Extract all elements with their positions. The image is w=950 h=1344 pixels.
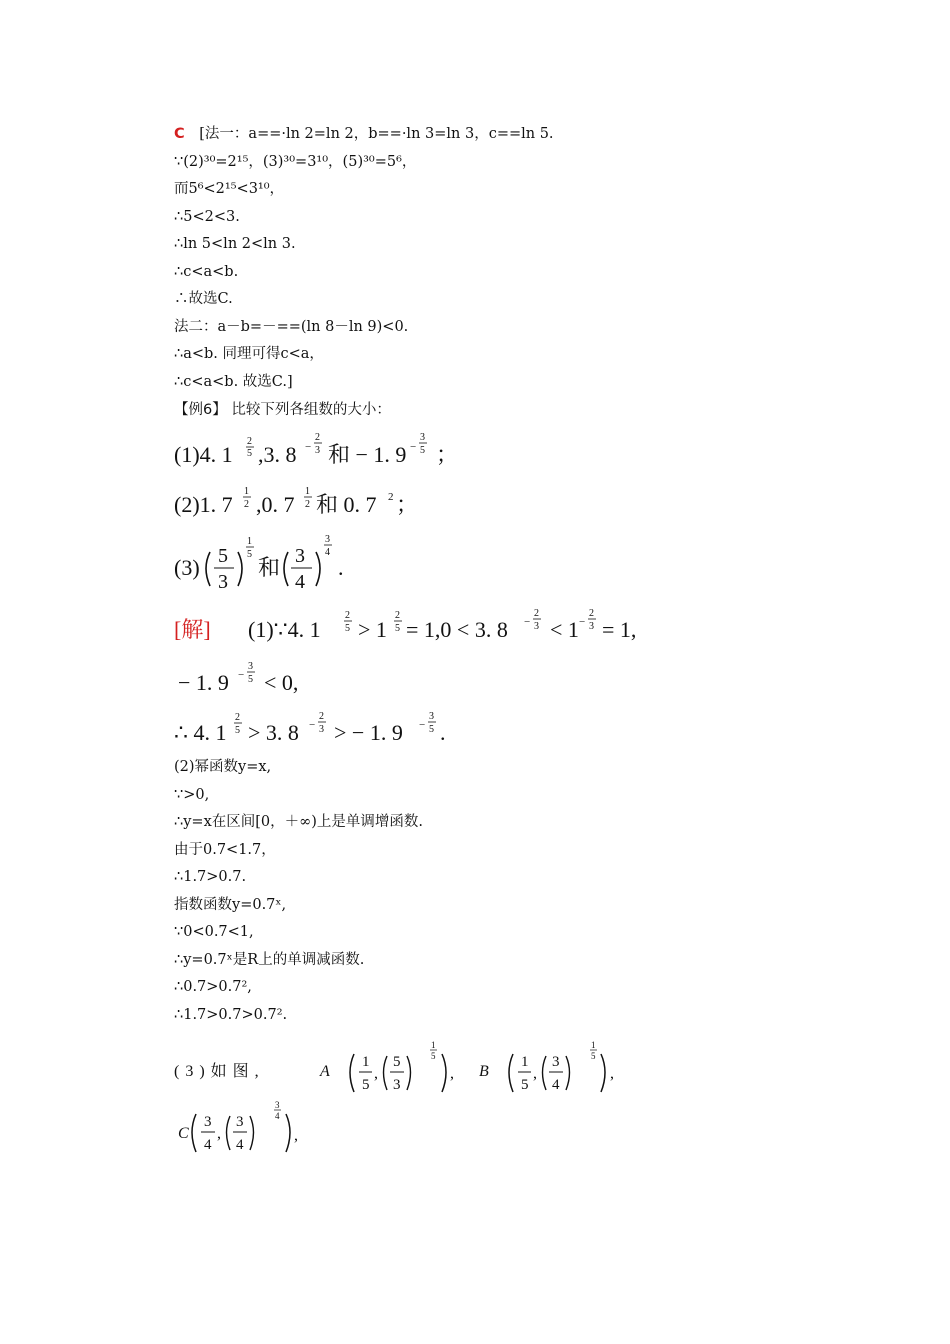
answer-line-6: ∴c<a<b. [174,264,239,280]
svg-text:3: 3 [429,711,434,722]
svg-text:,3. 8: ,3. 8 [258,442,297,467]
svg-text:5: 5 [362,1077,370,1093]
answer-line-3: 而5⁶<2¹⁵<3¹⁰， [174,181,285,197]
svg-text:3: 3 [552,1054,560,1070]
svg-text:−: − [305,441,312,453]
svg-text:5: 5 [235,725,240,736]
svg-text:2: 2 [388,491,394,503]
answer-line-7: ∴故选C. [174,291,233,307]
svg-text:1: 1 [591,1040,596,1050]
svg-text:4: 4 [325,547,330,558]
svg-text:3: 3 [319,724,324,735]
answer-line-5: ∴ln 5<ln 2<ln 3. [174,236,296,252]
solution-part1-line2 [174,658,334,702]
solution-part2-line-5: ∴1.7>0.7. [174,869,247,885]
svg-text:2: 2 [345,610,350,621]
solution-part2-line-10: ∴1.7>0.7>0.7². [174,1007,288,1023]
svg-text:4: 4 [236,1137,244,1153]
svg-text:5: 5 [591,1051,596,1061]
solution-part2-line-7: ∵0<0.7<1, [174,924,254,940]
answer-line-1 [174,124,554,144]
solution-part1-line3 [174,708,474,752]
example-title: 【例6】 比较下列各组数的大小： [174,402,391,418]
svg-text:3: 3 [534,621,539,632]
svg-text:4: 4 [275,1111,280,1121]
svg-text:−: − [410,441,417,453]
solution-part2-line-3: ∴y=x在区间[0，＋∞)上是单调增函数. [174,814,423,830]
solution-part3-line1 [174,1040,634,1106]
svg-text:(2)1. 7: (2)1. 7 [174,492,233,517]
answer-line-4: ∴5<2<3. [174,209,240,225]
svg-text:3: 3 [275,1100,280,1110]
svg-text:2: 2 [534,608,539,619]
svg-text:− 1. 9: − 1. 9 [178,670,229,695]
svg-text:,: , [217,1125,221,1142]
example-item-1 [174,428,474,476]
svg-text:C: C [178,1125,189,1142]
svg-text:3: 3 [236,1114,244,1130]
svg-text:,: , [450,1065,454,1082]
svg-text:和: 和 [258,555,281,580]
svg-text:和 0. 7: 和 0. 7 [316,492,377,517]
svg-text:−: − [419,719,426,731]
svg-text:(1)∵4. 1: (1)∵4. 1 [248,617,321,642]
svg-text:2: 2 [315,432,320,443]
svg-text:,: , [533,1065,537,1082]
svg-text:(3): (3) [174,555,200,580]
solution-part1-line1 [174,605,674,653]
svg-text:1: 1 [244,486,249,497]
svg-text:1: 1 [305,486,310,497]
svg-text:2: 2 [235,712,240,723]
svg-text:1: 1 [362,1054,370,1070]
svg-text:3: 3 [325,534,330,545]
svg-text:5: 5 [431,1051,436,1061]
svg-text:A: A [320,1063,330,1080]
svg-text:< 1: < 1 [550,617,579,642]
svg-text:2: 2 [305,499,310,510]
svg-text:2: 2 [589,608,594,619]
solution-part2-line-4: 由于0.7<1.7， [174,842,276,858]
answer-letter: C [174,126,185,142]
svg-text:5: 5 [247,549,252,560]
svg-text:5: 5 [420,445,425,456]
svg-text:；: ； [436,442,459,467]
solution-label: [解] [174,617,211,642]
svg-text:= 1,: = 1, [602,617,637,642]
example-item-3 [174,530,394,600]
svg-text:−: − [579,616,586,628]
svg-text:3: 3 [393,1077,401,1093]
answer-line-9: ∴a<b. 同理可得c<a， [174,346,324,362]
svg-text:4: 4 [552,1077,560,1093]
svg-text:−: − [524,616,531,628]
solution-part2-line-1: (2)幂函数y=x, [174,759,272,775]
answer-line-10: ∴c<a<b. 故选C.] [174,374,293,390]
solution-part2-line-6: 指数函数y=0.7ˣ, [174,897,287,913]
svg-text:2: 2 [244,499,249,510]
svg-text:5: 5 [345,623,350,634]
svg-text:> 3. 8: > 3. 8 [248,720,299,745]
svg-text:5: 5 [393,1054,401,1070]
svg-text:3: 3 [248,661,253,672]
example-item-2 [174,482,434,526]
svg-text:,0. 7: ,0. 7 [256,492,295,517]
svg-text:5: 5 [247,448,252,459]
svg-text:3: 3 [589,621,594,632]
svg-text:> − 1. 9: > − 1. 9 [334,720,403,745]
svg-text:,: , [374,1065,378,1082]
svg-text:(1)4. 1: (1)4. 1 [174,442,233,467]
svg-text:,: , [610,1065,614,1082]
svg-text:3: 3 [420,432,425,443]
svg-text:5: 5 [218,545,228,567]
svg-text:∴ 4. 1: ∴ 4. 1 [174,720,227,745]
svg-text:3: 3 [295,545,305,567]
svg-text:3: 3 [204,1114,212,1130]
svg-text:5: 5 [395,623,400,634]
svg-text:−: − [238,669,245,681]
answer-line-2: ∵(2)³⁰=2¹⁵，(3)³⁰=3¹⁰，(5)³⁰=5⁶， [174,154,417,170]
solution-part2-line-9: ∴0.7>0.7², [174,979,252,995]
svg-text:= 1,0 < 3. 8: = 1,0 < 3. 8 [406,617,508,642]
svg-text:.: . [440,720,446,745]
svg-text:1: 1 [431,1040,436,1050]
answer-text: [法一：a==·ln 2=ln 2，b==·ln 3=ln 3，c==ln 5. [199,126,554,142]
svg-text:4: 4 [295,571,305,593]
solution-part2-line-8: ∴y=0.7ˣ是R上的单调减函数. [174,952,365,968]
answer-line-8: 法二：a－b=－==(ln 8－ln 9)<0. [174,319,409,335]
svg-text:4: 4 [204,1137,212,1153]
svg-text:1: 1 [521,1054,529,1070]
solution-part2-line-2: ∵>0, [174,787,210,803]
svg-text:−: − [309,719,316,731]
svg-text:；: ； [396,492,419,517]
svg-text:5: 5 [521,1077,529,1093]
svg-text:3: 3 [315,445,320,456]
svg-text:2: 2 [319,711,324,722]
svg-text:3: 3 [218,571,228,593]
svg-text:< 0,: < 0, [264,670,299,695]
svg-text:,: , [294,1127,298,1144]
svg-text:2: 2 [395,610,400,621]
svg-text:5: 5 [248,674,253,685]
svg-text:和 − 1. 9: 和 − 1. 9 [328,442,407,467]
svg-text:5: 5 [429,724,434,735]
svg-text:> 1: > 1 [358,617,387,642]
svg-text:B: B [479,1063,489,1080]
svg-text:.: . [338,555,344,580]
solution-part3-line2 [174,1100,324,1164]
svg-text:(3)如图,: (3)如图, [174,1063,265,1080]
svg-text:2: 2 [247,436,252,447]
svg-text:1: 1 [247,536,252,547]
